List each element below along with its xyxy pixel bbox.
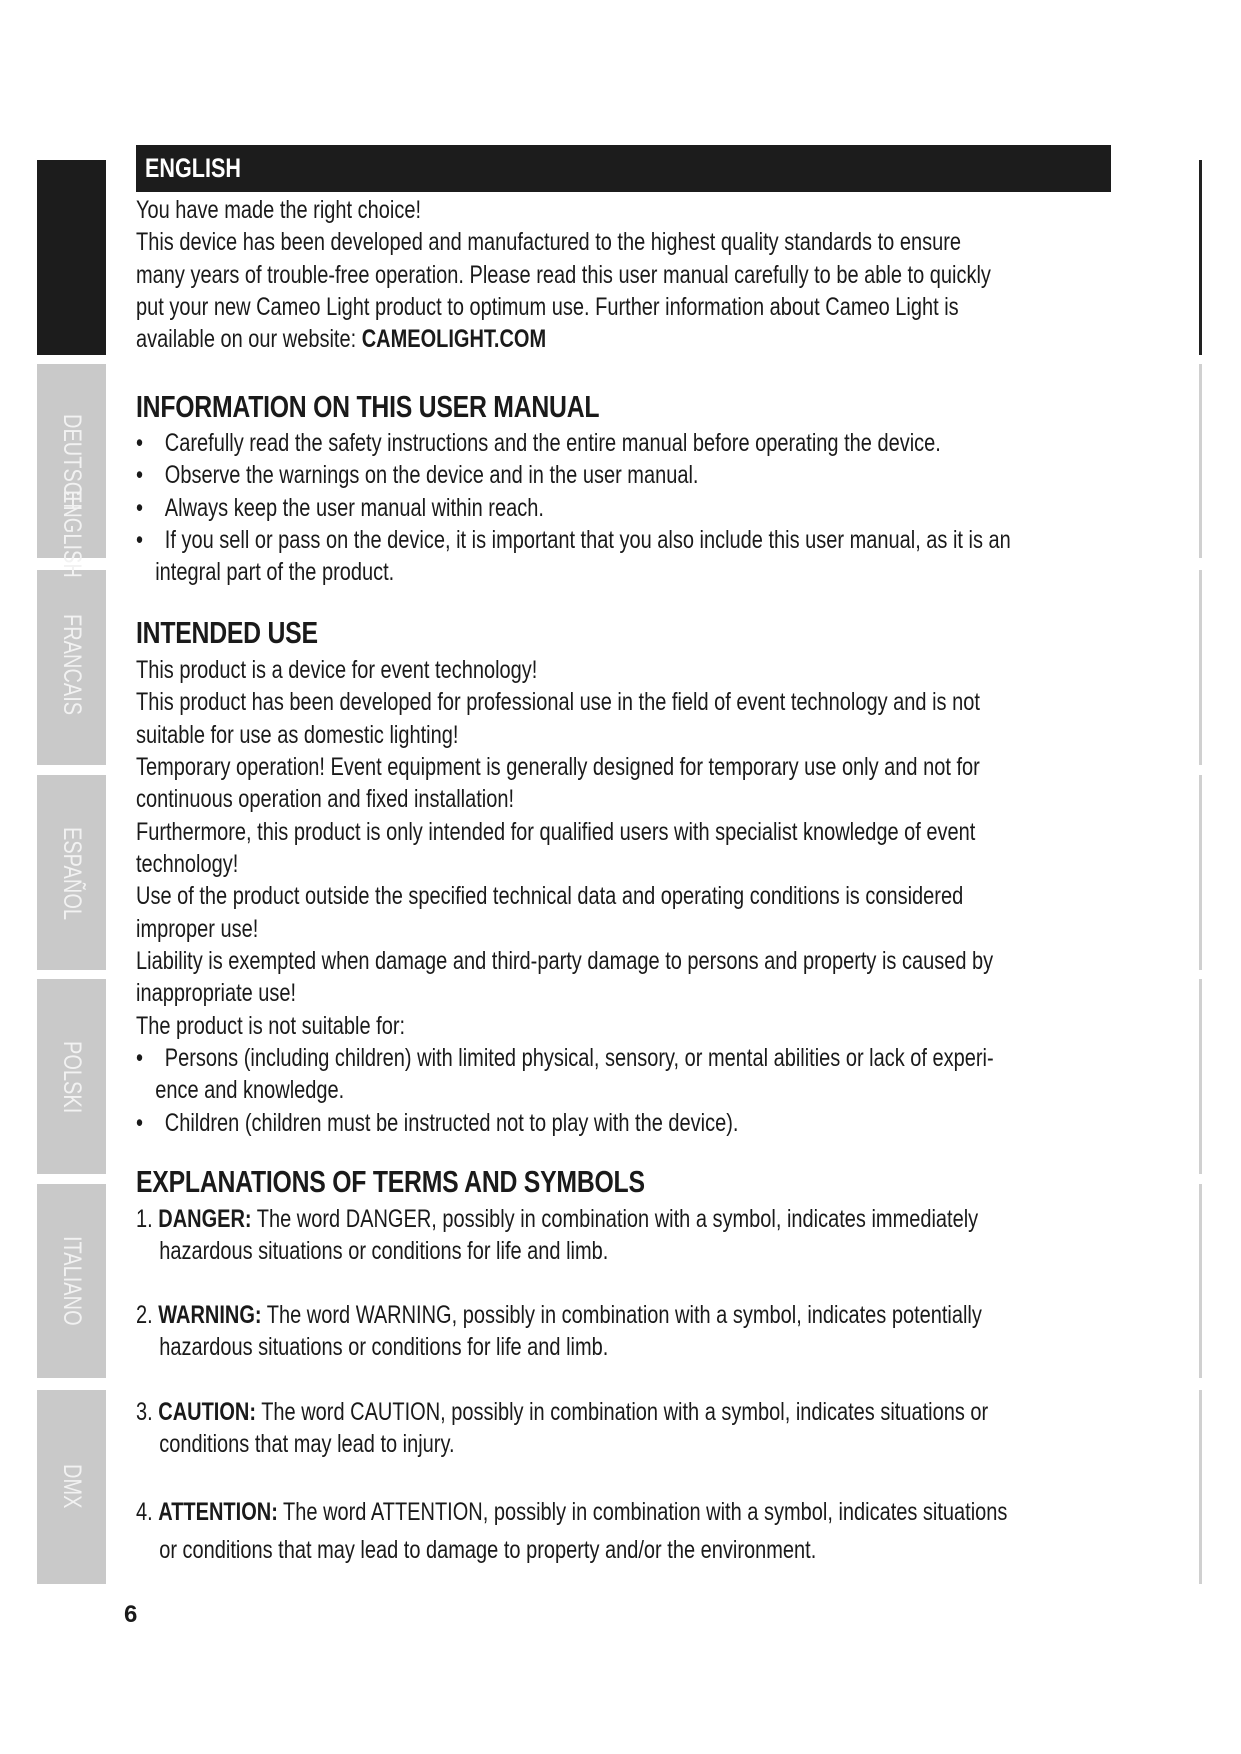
text-line: improper use! [136,914,259,943]
item-number: 4. [136,1498,153,1526]
term-label: WARNING: [158,1301,262,1329]
side-tab-dmx[interactable] [37,1390,106,1584]
bullet-icon: • [136,461,144,490]
item-number: 2. [136,1301,153,1329]
side-tab-italiano[interactable] [37,1184,106,1378]
edge-marker [1199,1390,1202,1584]
text-line: You have made the right choice! [136,196,422,224]
text-line: put your new Cameo Light product to optimum use. Further information about Cameo Light is [136,293,959,322]
list-item [136,1107,1128,1139]
term-item-warning [136,1299,1128,1364]
text-line: The product is not suitable for: [136,1011,406,1040]
info-bullet-list [136,427,1128,589]
text-line: Use of the product outside the specified technical data and operating conditions is considered [136,882,964,911]
list-item-text: Children (children must be instructed not to play with the device). [164,1108,739,1137]
text-line: many years of trouble-free operation. Please read this user manual carefully to be able to quickly [136,260,991,289]
side-tab-english-label-wrap [37,490,106,600]
bullet-icon: • [136,526,144,555]
term-continuation: or conditions that may lead to damage to property and/or the environment. [159,1536,817,1564]
side-tab-label: DMX [57,1464,86,1509]
list-item-text: Persons (including children) with limited physical, sensory, or mental abilities or lack of experi- [164,1044,994,1073]
term-label: ATTENTION: [158,1498,278,1526]
term-label: DANGER: [158,1205,252,1233]
text-line [136,323,1128,355]
term-item-danger [136,1203,1128,1268]
list-item-text: Always keep the user manual within reach. [164,493,544,522]
edge-marker [1199,364,1202,558]
item-number: 3. [136,1398,153,1426]
side-tab-label: DEUTSCH [57,414,86,511]
text-line: Temporary operation! Event equipment is generally designed for temporary use only and not for [136,753,980,782]
edge-marker [1199,979,1202,1174]
term-text: The word DANGER, possibly in combination with a symbol, indicates immediately [251,1205,979,1233]
list-item [136,427,1128,459]
side-tab-label-english: ENGLISH [57,490,86,578]
term-label: CAUTION: [158,1398,257,1426]
term-text: The word WARNING, possibly in combination with a symbol, indicates potentially [261,1301,982,1329]
term-text: The word CAUTION, possibly in combination with a symbol, indicates situations or [256,1398,989,1426]
list-item [136,459,1128,491]
text-line: This product is a device for event technology! [136,656,538,684]
side-tab-espanol[interactable] [37,775,106,970]
text-line: inappropriate use! [136,979,297,1008]
text-line: technology! [136,850,239,879]
text-line: This device has been developed and manufactured to the highest quality standards to ensure [136,228,961,257]
list-item [136,492,1128,524]
text-line: Liability is exempted when damage and third-party damage to persons and property is caused by [136,947,994,976]
edge-marker-active [1199,160,1202,355]
side-tab-english[interactable] [37,160,106,355]
side-tab-polski[interactable] [37,979,106,1174]
website-link[interactable]: CAMEOLIGHT.COM [361,325,547,354]
term-line [136,1299,1128,1331]
list-item-text: If you sell or pass on the device, it is important that you also include this user manual, as it is an [164,526,1011,555]
text-line: continuous operation and fixed installation! [136,785,515,814]
term-continuation: hazardous situations or conditions for life and limb. [159,1333,609,1362]
edge-marker [1199,775,1202,970]
list-item-text: Observe the warnings on the device and in the user manual. [164,461,699,490]
list-item [136,524,1128,556]
page-number: 6 [124,1601,138,1628]
bullet-icon: • [136,429,144,457]
term-item-attention [136,1493,1128,1569]
intended-use-body [136,654,1128,1139]
list-item-text: Carefully read the safety instructions and the entire manual before operating the device. [164,429,941,457]
term-item-caution [136,1396,1128,1461]
text-line: Furthermore, this product is only intended for qualified users with specialist knowledge of event [136,817,976,846]
side-tab-label: FRANCAIS [57,614,86,716]
text-span: available on our website: [136,325,362,354]
term-text: The word ATTENTION, possibly in combination with a symbol, indicates situations [277,1498,1008,1526]
list-item-continuation: ence and knowledge. [155,1076,345,1105]
list-item-continuation: integral part of the product. [155,558,395,587]
intro-paragraph [136,194,1128,356]
list-item [136,1042,1128,1074]
side-tab-label: ESPAÑOL [57,827,86,920]
language-header-bar [136,145,1111,192]
term-line [136,1203,1128,1235]
edge-marker [1199,1184,1202,1378]
term-continuation: hazardous situations or conditions for life and limb. [159,1237,609,1266]
text-line: This product has been developed for professional use in the field of event technology and is not [136,688,980,717]
section-heading-intended-use: INTENDED USE [136,615,318,650]
item-number: 1. [136,1205,153,1233]
bullet-icon: • [136,1108,144,1137]
side-tab-label: ITALIANO [57,1236,86,1326]
term-line [136,1396,1128,1428]
bullet-icon: • [136,1044,144,1073]
section-heading-terms-symbols: EXPLANATIONS OF TERMS AND SYMBOLS [136,1164,645,1199]
side-tab-label: POLSKI [57,1041,86,1114]
text-line: suitable for use as domestic lighting! [136,720,459,749]
section-heading-user-manual: INFORMATION ON THIS USER MANUAL [136,389,600,424]
term-line [136,1493,1128,1531]
language-header-title: ENGLISH [145,153,242,183]
edge-marker [1199,570,1202,765]
term-continuation: conditions that may lead to injury. [159,1430,455,1459]
bullet-icon: • [136,493,144,522]
